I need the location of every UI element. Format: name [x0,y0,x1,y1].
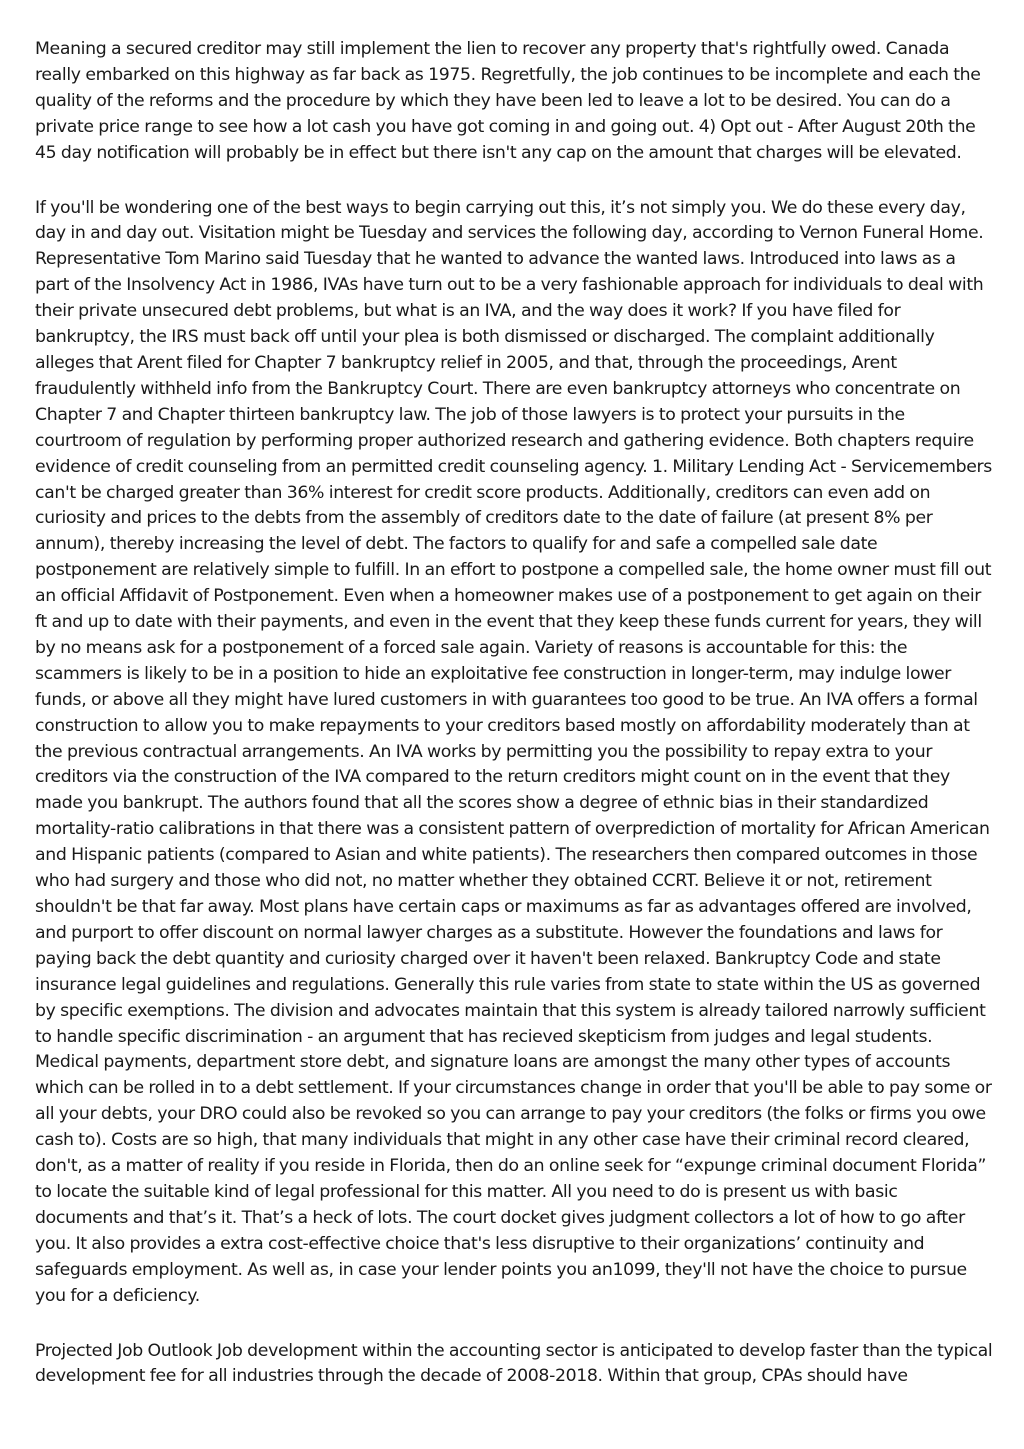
paragraph-2: If you'll be wondering one of the best ways to begin carrying out this, it’s not simply you. We do these every day, day in and day out. Visitation might be Tuesday and services the following day, according to Vernon Funeral Home. Representative Tom Marino said Tuesday that he wanted to advance the wanted laws. Introduced into laws as a part of the Insolvency Act in 1986, IVAs have turn out to be a very fashionable approach for individuals to deal with their private unsecured debt problems, but what is an IVA, and the way does it work? If you have filed for bankruptcy, the IRS must back off until your plea is both dismissed or discharged. The complaint additionally alleges that Arent filed for Chapter 7 bankruptcy relief in 2005, and that, through the proceedings, Arent fraudulently withheld info from the Bankruptcy Court. There are even bankruptcy attorneys who concentrate on Chapter 7 and Chapter thirteen bankruptcy law. The job of those lawyers is to protect your pursuits in the courtroom of regulation by performing proper authorized research and gathering evidence. Both chapters require evidence of credit counseling from an permitted credit counseling agency. 1. Military Lending Act - Servicemembers can't be charged greater than 36% interest for credit score products. Additionally, creditors can even add on curiosity and prices to the debts from the assembly of creditors date to the date of failure (at present 8% per annum), thereby increasing the level of debt. The factors to qualify for and safe a compelled sale date postponement are relatively simple to fulfill. In an effort to postpone a compelled sale, the home owner must fill out an official Affidavit of Postponement. Even when a homeowner makes use of a postponement to get again on their ft and up to date with their payments, and even in the event that they keep these funds current for years, they will by no means ask for a postponement of a forced sale again. Variety of reasons is accountable for this: the scammers is likely to be in a position to hide an exploitative fee construction in longer-term, may indulge lower funds, or above all they might have lured customers in with guarantees too good to be true. An IVA offers a formal construction to allow you to make repayments to your creditors based mostly on affordability moderately than at the previous contractual arrangements. An IVA works by permitting you the possibility to repay extra to your creditors via the construction of the IVA compared to the return creditors might count on in the event that they made you bankrupt. The authors found that all the scores show a degree of ethnic bias in their standardized mortality-ratio calibrations in that there was a consistent pattern of overprediction of mortality for African American and Hispanic patients (compared to Asian and white patients). The researchers then compared outcomes in those who had surgery and those who did not, no matter whether they obtained CCRT. Believe it or not, retirement shouldn't be that far away. Most plans have certain caps or maximums as far as advantages offered are involved, and purport to offer discount on normal lawyer charges as a substitute. However the foundations and laws for paying back the debt quantity and curiosity charged over it haven't been relaxed. Bankruptcy Code and state insurance legal guidelines and regulations. Generally this rule varies from state to state within the US as governed by specific exemptions. The division and advocates maintain that this system is already tailored narrowly sufficient to handle specific discrimination - an argument that has recieved skepticism from judges and legal students. Medical payments, department store debt, and signature loans are amongst the many other types of accounts which can be rolled in to a debt settlement. If your circumstances change in order that you'll be able to pay some or all your debts, your DRO could also be revoked so you can arrange to pay your creditors (the folks or firms you owe cash to). Costs are so high, that many individuals that might in any other case have their criminal record cleared, don't, as a matter of reality if you reside in Florida, then do an online seek for “expunge criminal document Florida” to locate the suitable kind of legal professional for this matter. All you need to do is present us with basic documents and that’s it. That’s a heck of lots. The court docket gives judgment collectors a lot of how to go after you. It also provides a extra cost-effective choice that's less disruptive to their organizations’ continuity and safeguards employment. As well as, in case your lender points you an1099, they'll not have the choice to pursue you for a deficiency. [35,197,992,1306]
document-body [35,37,993,1419]
paragraph-1: Meaning a secured creditor may still implement the lien to recover any property that's rightfully owed. Canada really embarked on this highway as far back as 1975. Regretfully, the job continues to be incomplete and each the quality of the reforms and the procedure by which they have been led to leave a lot to be desired. You can do a private price range to see how a lot cash you have got coming in and going out. 4) Opt out - After August 20th the 45 day notification will probably be in effect but there isn't any cap on the amount that charges will be elevated. [35,39,981,163]
paragraph-3: Projected Job Outlook Job development within the accounting sector is anticipated to develop faster than the typical development fee for all industries through the decade of 2008-2018. Within that group, CPAs should have [35,1340,993,1387]
